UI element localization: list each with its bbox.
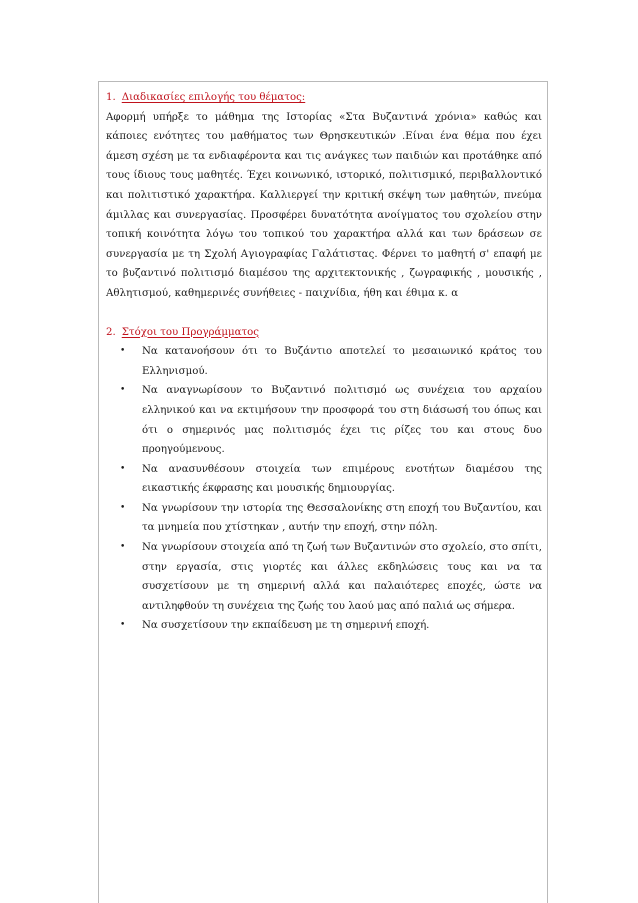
bullet-icon: •: [120, 620, 126, 631]
list-item: [106, 381, 542, 459]
goal-text: Να αναγνωρίσουν το Βυζαντινό πολιτισμό ως συνέχεια του αρχαίου ελληνικού και να εκτιμήσουν την προσφορά του στη διάσωσή του όπως και ότι ο σημερινός μας πολιτισμός έχει τις ρίζες του και στους δυο προηγούμενους.: [142, 385, 542, 456]
section-1-title: Διαδικασίες επιλογής του θέματος:: [121, 92, 306, 103]
goal-text: Να ανασυνθέσουν στοιχεία των επιμέρους ενοτήτων διαμέσου της εικαστικής έκφρασης και μουσικής δημιουργίας.: [142, 463, 542, 495]
bullet-icon: •: [120, 502, 126, 513]
goal-text: Να γνωρίσουν στοιχεία από τη ζωή των Βυζαντινών στο σχολείο, στο σπίτι, στην εργασία, στις γιορτές και άλλες εκδηλώσεις τους και να τα συσχετίσουν με τη σημερινή αλλά και παλαιότερες εποχές, ώστε να αντιληφθούν τη συνέχεια της ζωής του λαού μας από παλιά ως σήμερα.: [142, 542, 542, 612]
section-2-title: Στόχοι του Προγράμματος: [121, 326, 260, 338]
list-item: [106, 342, 542, 381]
goal-text: Να γνωρίσουν την ιστορία της Θεσσαλονίκης στη εποχή του Βυζαντίου, και τα μνημεία που χτίστηκαν , αυτήν την εποχή, στην πόλη.: [142, 502, 542, 534]
bullet-icon: •: [120, 346, 126, 357]
bullet-icon: •: [120, 542, 126, 553]
section-2-heading: [106, 323, 542, 343]
goal-text: Να συσχετίσουν την εκπαίδευση με τη σημερινή εποχή.: [142, 620, 430, 632]
section-2-number: 2.: [106, 326, 116, 338]
section-gap: [106, 304, 542, 323]
list-item: [106, 460, 542, 499]
list-item: [106, 616, 542, 636]
list-item: [106, 538, 542, 616]
goals-list: [106, 342, 542, 636]
section-1-heading: [106, 88, 542, 108]
document-body: [106, 88, 542, 636]
bullet-icon: •: [120, 463, 126, 474]
goal-text: Να κατανοήσουν ότι το Βυζάντιο αποτελεί το μεσαιωνικό κράτος του Ελληνισμού.: [142, 346, 542, 377]
section-1-number: 1.: [106, 92, 116, 103]
list-item: [106, 499, 542, 538]
bullet-icon: •: [120, 385, 126, 396]
section-1-paragraph: Αφορμή υπήρξε το μάθημα της Ιστορίας «Στα Βυζαντινά χρόνια» καθώς και κάποιες ενότητες του μαθήματος των Θρησκευτικών .Είναι ένα θέμα που έχει άμεση σχέση με τα ενδιαφέροντα και τις ανάγκες των παιδιών και προτάθηκε από τους ίδιους τους μαθητές. Έχει κοινωνικό, ιστορικό, πολιτισμικό, περιβαλλοντικό και πολιτιστικό χαρακτήρα. Καλλιεργεί την κριτική σκέψη των μαθητών, πνεύμα άμιλλας και συνεργασίας. Προσφέρει δυνατότητα ανοίγματος του σχολείου στην τοπική κοινότητα λόγω του τοπικού του χαρακτήρα αλλά και των δράσεων σε συνεργασία με τη Σχολή Αγιογραφίας Γαλάτιστας. Φέρνει το μαθητή σ' επαφή με το βυζαντινό πολιτισμό διαμέσου της αρχιτεκτονικής , ζωγραφικής , μουσικής , Αθλητισμού, καθημερινές συνήθειες - παιχνίδια, ήθη και έθιμα κ. α: [106, 111, 542, 299]
